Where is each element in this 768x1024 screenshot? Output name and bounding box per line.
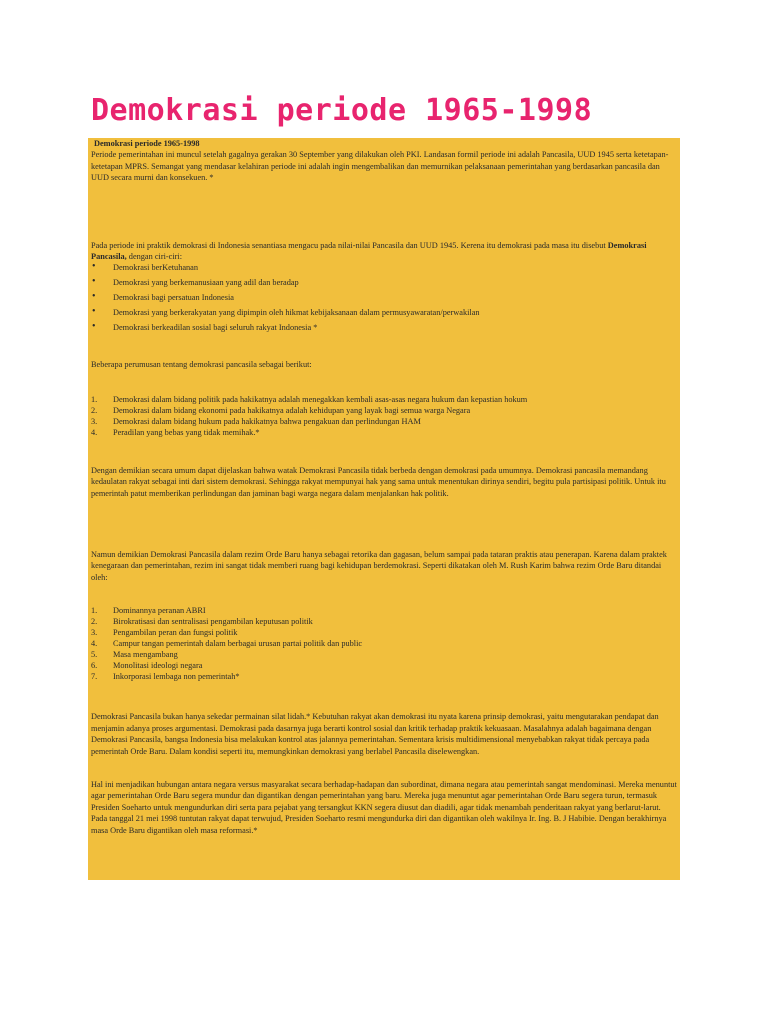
bullet-icon: • — [92, 321, 96, 333]
list-item: • Demokrasi yang berkerakyatan yang dipimpin oleh hikmat kebijaksanaan dalam permusyawaratan/perwakilan — [92, 306, 480, 318]
list-item: 4. Peradilan yang bebas yang tidak memihak.* — [91, 427, 260, 437]
list-item: • Demokrasi bagi persatuan Indonesia — [92, 291, 234, 303]
list-item: • Demokrasi berkeadilan sosial bagi seluruh rakyat Indonesia * — [92, 321, 318, 333]
bullet-icon: • — [92, 261, 96, 273]
list-item: 3. Demokrasi dalam bidang hukum pada hakikatnya bahwa pengakuan dan perlindungan HAM — [91, 416, 421, 426]
list-item: 4. Campur tangan pemerintah dalam berbagai urusan partai politik dan public — [91, 639, 363, 649]
paragraph-pancasila — [91, 240, 677, 263]
perumusan-list — [91, 394, 677, 438]
bullet-icon: • — [92, 276, 96, 288]
paragraph-pancasila-end: dengan ciri-ciri: — [126, 252, 183, 262]
paragraph-pancasila-start: Pada periode ini praktik demokrasi di Indonesia senantiasa mengacu pada nilai-nilai Pancasila dan UUD 1945. Kerena itu demokrasi pada masa itu disebut — [91, 240, 608, 250]
ciri-ciri-list — [91, 262, 677, 337]
list-item: 3. Pengambilan peran dan fungsi politik — [91, 628, 238, 638]
bullet-icon: • — [92, 306, 96, 318]
section-header: Demokrasi periode 1965-1998 — [94, 139, 200, 148]
list-item: • Demokrasi yang berkemanusiaan yang adil dan beradap — [92, 276, 299, 288]
paragraph-reformasi: Hal ini menjadikan hubungan antara negara versus masyarakat secara berhadap-hadapan dan subordinat, dimana negara atau pemerintah sangat mendominasi. Mereka menuntut agar pemerintahan Orde Baru segera mundur dan digantikan dengan pemerintahan yang baru. Mereka juga menuntut agar pemerintahan Orde Baru segera turun, termasuk Presiden Soeharto untuk mengundurkan diri serta para pejabat yang tersangkut KKN segera diusut dan diadili, agar tidak menambah penderitaan rakyat yang berlarut-larut. Pada tanggal 21 mei 1998 tuntutan rakyat dapat terwujud, Presiden Soeharto resmi mengundurka diri dan digantikan oleh wakilnya Ir. Ing. B. J Habibie. Dengan berakhirnya masa Orde Baru digantikan oleh masa reformasi.* — [91, 779, 677, 835]
list-item: 5. Masa mengambang — [91, 650, 178, 660]
paragraph-watak: Dengan demikian secara umum dapat dijelaskan bahwa watak Demokrasi Pancasila tidak berbeda dengan demokrasi pada umumnya. Demokrasi pancasila memandang kedaulatan rakyat sebagai inti dari sistem demokrasi. Sehingga rakyat mempunyai hak yang sama untuk menentukan dirinya sendiri, begitu pula partisipasi politik. Untuk itu pemerintah patut memberikan perlindungan dan jaminan bagi warga negara dalam menjalankan hak politik. — [91, 465, 666, 498]
list-item: 6. Monolitasi ideologi negara — [91, 661, 203, 671]
page-title: Demokrasi periode 1965-1998 — [91, 93, 593, 128]
demokrasi-pancasila-bold: Demokrasi Pancasila, — [91, 240, 647, 262]
orde-baru-list — [91, 605, 677, 682]
list-item: 2. Demokrasi dalam bidang ekonomi pada hakikatnya adalah kehidupan yang layak bagi semua warga Negara — [91, 405, 471, 415]
paragraph-intro: Periode pemerintahan ini muncul setelah gagalnya gerakan 30 September yang dilakukan oleh PKI. Landasan formil periode ini adalah Pancasila, UUD 1945 serta ketetapan-ketetapan MPRS. Semangat yang mendasar kelahiran periode ini adalah ingin mengembalikan dan memurnikan pelaksanaan pemerintahan yang berdasarkan pancasila dan UUD secara murni dan konsekuen. * — [91, 150, 669, 183]
paragraph-perumusan: Beberapa perumusan tentang demokrasi pancasila sebagai berikut: — [91, 360, 312, 370]
list-item: 1. Demokrasi dalam bidang politik pada hakikatnya adalah menegakkan kembali asas-asas negara hukum dan kepastian hokum — [91, 394, 528, 404]
list-item: • Demokrasi berKetuhanan — [92, 261, 199, 273]
paragraph-silat-lidah: Demokrasi Pancasila bukan hanya sekedar permainan silat lidah.* Kebutuhan rakyat akan demokrasi itu nyata karena prinsip demokrasi, yaitu mengutarakan pendapat dan menjamin adanya proses argumentasi. Demokrasi pada dasarnya juga berarti kontrol sosial dan kritik terhadap praktik kekuasaan. Masalahnya adalah bagaimana dengan Demokrasi Pancasila, bangsa Indonesia bisa melakukan kontrol atas jalannya pemerintahan. Sementara krisis multidimensional menyebabkan rakyat tidak percaya pada pemerintah Orde Baru. Dalam kondisi seperti itu, memungkinkan demokrasi yang berlabel Pancasila diselewengkan. — [91, 712, 659, 756]
list-item: 7. Inkorporasi lembaga non pemerintah* — [91, 672, 240, 682]
list-item: 1. Dominannya peranan ABRI — [91, 606, 206, 616]
bullet-icon: • — [92, 291, 96, 303]
list-item: 2. Birokratisasi dan sentralisasi pengambilan keputusan politik — [91, 617, 313, 627]
document-body — [88, 138, 680, 880]
paragraph-orde-baru: Namun demikian Demokrasi Pancasila dalam rezim Orde Baru hanya sebagai retorika dan gagasan, belum sampai pada tataran praktis atau penerapan. Karena dalam praktek kenegaraan dan pemerintahan, rezim ini sangat tidak memberi ruang bagi kehidupan berdemokrasi. Seperti dikatakan oleh M. Rush Karim bahwa rezim Orde Baru ditandai oleh: — [91, 550, 667, 582]
